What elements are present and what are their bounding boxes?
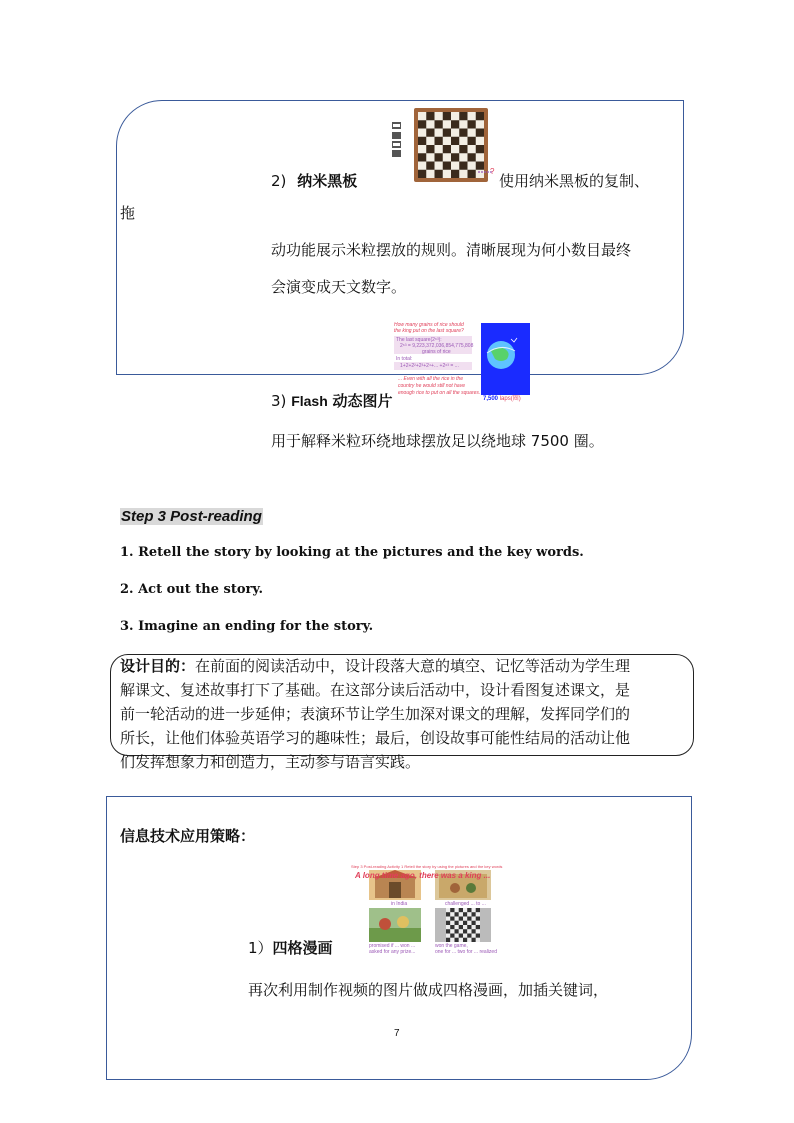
comic-caption-4: won the game, [435, 943, 468, 949]
mini-chess-square [467, 934, 471, 938]
flash-heading-number: 3) [271, 392, 287, 410]
mini-chess-square [450, 917, 454, 921]
comic-caption-3: promised if ... won ... [369, 943, 416, 949]
flash-note-1: ... Even with all the rice in the [398, 376, 464, 382]
chess-square [435, 153, 443, 161]
flash-total-value: 1+2+2²+2³+2⁴+... +2⁶³ = ... [400, 363, 459, 369]
chess-square [476, 145, 484, 153]
chess-square [435, 120, 443, 128]
chess-square [418, 120, 426, 128]
design-line-1: 在前面的阅读活动中，设计段落大意的填空、记忆等活动为学生理 [195, 657, 631, 675]
mini-chess-square [459, 938, 463, 942]
chess-square [476, 162, 484, 170]
comic-strip-image [351, 864, 503, 956]
comic-description: 再次利用制作视频的图片做成四格漫画，加插关键词， [248, 981, 609, 999]
garden-icon [369, 908, 421, 942]
chess-square [426, 162, 434, 170]
flash-total-label: In total: [396, 356, 413, 362]
step3-item-1: 1. Retell the story by looking at the pictures and the key words. [120, 545, 584, 560]
mini-chess-square [472, 912, 476, 916]
design-purpose-text [120, 654, 680, 774]
mini-chess-square [459, 908, 463, 912]
chess-square [476, 129, 484, 137]
mini-chess-square [472, 908, 476, 912]
mini-chess-square [450, 938, 454, 942]
nano-text-after-image: 使用纳米黑板的复制、 [499, 172, 650, 190]
chess-square [443, 162, 451, 170]
flash-last-unit: grains of rice [422, 349, 451, 355]
mini-chess-square [455, 921, 459, 925]
mini-chess-square [463, 917, 467, 921]
mini-chess-square [455, 929, 459, 933]
flash-laps [483, 396, 521, 402]
chess-square [459, 112, 467, 120]
mini-chess-square [467, 917, 471, 921]
flash-laps-value: 7,500 [483, 396, 499, 402]
chess-square [426, 112, 434, 120]
page-number: 7 [394, 1028, 400, 1039]
comic-caption-3b: asked for any prize... [369, 949, 416, 955]
mini-chess-square [446, 929, 450, 933]
chess-square [476, 112, 484, 120]
chessboard-image [392, 108, 502, 186]
mini-chess-square [450, 921, 454, 925]
step3-title [120, 506, 263, 525]
flash-last-label: The last square(2⁶³): [396, 337, 442, 343]
mini-chess-square [463, 921, 467, 925]
mini-chess-square [446, 938, 450, 942]
chess-square [443, 112, 451, 120]
comic-caption-1: in India [391, 901, 408, 907]
comic-panel-4 [435, 908, 491, 942]
flash-image [392, 320, 534, 402]
mini-chess-square [472, 917, 476, 921]
mini-chess-square [467, 912, 471, 916]
comic-heading-number: 1） [248, 939, 273, 957]
design-line-3: 前一轮活动的进一步延伸；表演环节让学生加深对课文的理解，发挥同学们的 [120, 705, 631, 723]
mini-chess-square [472, 921, 476, 925]
mini-chess-square [459, 925, 463, 929]
step3-item-2: 2. Act out the story. [120, 582, 263, 597]
mini-chess-square [446, 908, 450, 912]
flash-heading-title: 动态图片 [332, 392, 393, 410]
mini-chess-square [472, 934, 476, 938]
nano-heading-number: 2) [271, 172, 287, 190]
chess-square [459, 129, 467, 137]
step3-item-3: 3. Imagine an ending for the story. [120, 619, 374, 634]
strategy-title: 信息技术应用策略： [120, 827, 256, 845]
chess-square [443, 145, 451, 153]
nano-heading [271, 171, 357, 191]
flash-last-value: 2⁶³ = 9,223,372,036,854,775,808 [400, 343, 474, 349]
chess-square [468, 137, 476, 145]
chessboard-illustration [392, 108, 502, 186]
mini-chess-square [476, 938, 480, 942]
mini-chess-square [476, 929, 480, 933]
nano-line-2: 动功能展示米粒摆放的规则。清晰展现为何小数目最终 [271, 241, 632, 259]
flash-note-3: enough rice to put on all the squares. [398, 390, 481, 396]
mini-chess-square [450, 908, 454, 912]
nano-heading-title: 纳米黑板 [297, 172, 358, 190]
comic-heading [248, 938, 333, 958]
design-line-4: 所长，让他们体验英语学习的趣味性；最后，创设故事可能性结局的活动让他 [120, 729, 631, 747]
design-purpose-label: 设计目的： [120, 657, 196, 675]
comic-panel-3 [369, 908, 421, 942]
chess-square [468, 170, 476, 178]
step3-title-text: Step 3 Post-reading [121, 508, 262, 525]
mini-chess-square [455, 912, 459, 916]
mini-chess-square [459, 912, 463, 916]
globe-panel [481, 323, 530, 395]
comic-caption-2: challenged ... to ... [445, 901, 486, 907]
mini-chess-square [463, 912, 467, 916]
mini-chess-square [446, 921, 450, 925]
mini-chess-square [467, 925, 471, 929]
mini-chess-square [463, 908, 467, 912]
mini-chess-square [455, 938, 459, 942]
mini-chess-square [446, 925, 450, 929]
flash-note-2: country he would still not have [398, 383, 465, 389]
mini-chess-square [467, 929, 471, 933]
comic-header: Step 3 Post-reading Activity 1 Retell the story by using the pictures and the key words [351, 864, 503, 869]
mini-chess-square [459, 921, 463, 925]
mini-chess-square [472, 938, 476, 942]
mini-chess-square [467, 921, 471, 925]
comic-caption-4b: one for ... two for ... realized [435, 949, 497, 955]
mini-chess-square [476, 908, 480, 912]
chess-square [418, 137, 426, 145]
chess-square [451, 120, 459, 128]
flash-question-2: the king put on the last square? [394, 328, 464, 334]
chess-square [468, 153, 476, 161]
mini-chess-square [476, 921, 480, 925]
mini-chess-square [446, 917, 450, 921]
flash-heading-latin: Flash [291, 393, 328, 409]
chess-square [426, 145, 434, 153]
chess-square [418, 153, 426, 161]
mini-chess-square [459, 934, 463, 938]
chess-square [418, 170, 426, 178]
chessboard-mark: ? [490, 167, 495, 176]
mini-chess-square [455, 925, 459, 929]
comic-caption-big: A long time ago, there was a king ... [355, 871, 491, 880]
flash-description: 用于解释米粒环绕地球摆放足以绕地球 7500 圈。 [271, 432, 604, 450]
mini-chess-square [476, 934, 480, 938]
chess-icon [435, 908, 491, 942]
mini-chess-square [459, 917, 463, 921]
flash-heading [271, 391, 393, 411]
chess-square [435, 137, 443, 145]
mini-chess-square [467, 908, 471, 912]
mini-chess-square [459, 929, 463, 933]
chess-square [451, 153, 459, 161]
nano-line-3: 会演变成天文数字。 [271, 278, 407, 296]
comic-heading-title: 四格漫画 [272, 939, 333, 957]
mini-chess-square [446, 934, 450, 938]
chess-square [443, 129, 451, 137]
mini-chess-square [472, 929, 476, 933]
globe-icon [481, 323, 530, 395]
mini-chess-square [463, 929, 467, 933]
nano-text-wrap: 拖 [120, 204, 136, 222]
mini-chess-square [455, 908, 459, 912]
flash-question-1: How many grains of rice should [394, 322, 464, 328]
mini-chess-square [463, 938, 467, 942]
design-line-5: 们发挥想象力和创造力，主动参与语言实践。 [120, 753, 421, 771]
chess-square [459, 145, 467, 153]
mini-chess-square [463, 925, 467, 929]
mini-chess-square [476, 917, 480, 921]
mini-chess-square [476, 925, 480, 929]
chess-square [451, 137, 459, 145]
mini-chess-square [476, 912, 480, 916]
mini-chess-square [463, 934, 467, 938]
mini-chess-square [450, 934, 454, 938]
design-line-2: 解课文、复述故事打下了基础。在这部分读后活动中，设计看图复述课文，是 [120, 681, 631, 699]
mini-chess-square [472, 925, 476, 929]
mini-chess-square [455, 934, 459, 938]
chess-square [451, 170, 459, 178]
chess-square [426, 129, 434, 137]
chess-square [435, 170, 443, 178]
flash-laps-suffix: laps(圈) [499, 396, 521, 402]
mini-chess-square [446, 912, 450, 916]
mini-chess-square [467, 938, 471, 942]
mini-chess-square [450, 929, 454, 933]
mini-chess-square [455, 917, 459, 921]
chess-square [468, 120, 476, 128]
mini-chess-square [450, 925, 454, 929]
chess-square [459, 162, 467, 170]
mini-chess-square [450, 912, 454, 916]
